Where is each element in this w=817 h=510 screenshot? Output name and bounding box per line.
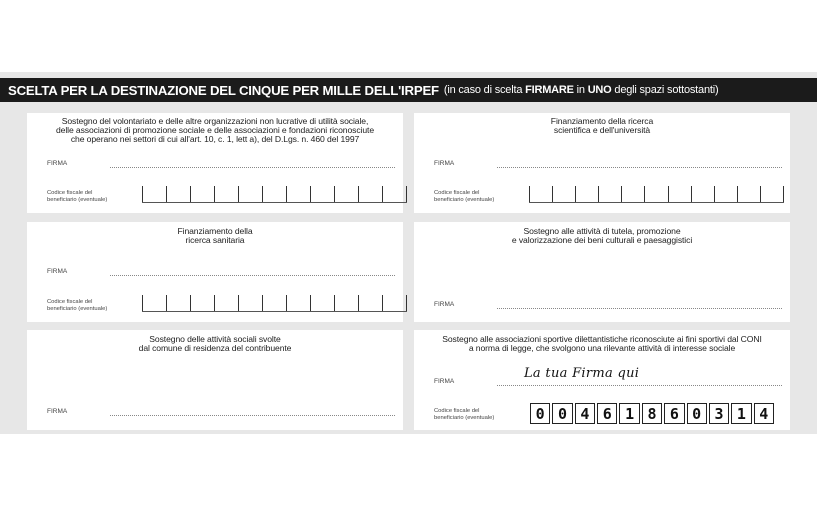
cf-digit[interactable]: 4: [575, 403, 595, 424]
cf-cell[interactable]: [142, 186, 166, 202]
box-beni-culturali: [414, 222, 790, 322]
cf-cell[interactable]: [214, 186, 238, 202]
cf-cell[interactable]: [621, 186, 644, 202]
box-ricerca-scientifica: [414, 113, 790, 213]
section-header: [0, 78, 817, 102]
firma-signature-line[interactable]: [497, 308, 782, 309]
cf-cell[interactable]: [190, 186, 214, 202]
cf-cell[interactable]: [262, 186, 286, 202]
cf-digit[interactable]: 3: [709, 403, 729, 424]
box-title: Finanziamento della ricerca sanitaria: [177, 226, 253, 245]
cf-cell[interactable]: [691, 186, 714, 202]
cf-cell[interactable]: [214, 295, 238, 311]
cf-cell[interactable]: [358, 295, 382, 311]
firma-signature-line[interactable]: [497, 167, 782, 168]
box-volontariato: [27, 113, 403, 213]
codice-fiscale-grid[interactable]: [529, 186, 784, 203]
cf-cell[interactable]: [238, 186, 262, 202]
cf-cell[interactable]: [737, 186, 760, 202]
box-title: Finanziamento della ricerca scientifica e dell'università: [550, 116, 654, 135]
box-title: Sostegno alle attività di tutela, promozione e valorizzazione dei beni culturali e paesaggistici: [511, 226, 693, 245]
cf-digit[interactable]: 0: [552, 403, 572, 424]
codice-fiscale-grid[interactable]: [142, 295, 407, 312]
firma-signature-line[interactable]: [110, 275, 395, 276]
header-title: SCELTA PER LA DESTINAZIONE DEL CINQUE PER MILLE DELL'IRPEF: [8, 82, 439, 98]
cf-cell[interactable]: [334, 295, 358, 311]
firma-label: FIRMA: [434, 160, 455, 167]
cf-cell[interactable]: [598, 186, 621, 202]
box-title: Sostegno delle attività sociali svolte dal comune di residenza del contribuente: [138, 334, 292, 353]
cf-cell[interactable]: [238, 295, 262, 311]
cf-cell[interactable]: [358, 186, 382, 202]
box-attivita-sociali: [27, 330, 403, 430]
cf-cell[interactable]: [286, 186, 310, 202]
cf-cell[interactable]: [382, 186, 407, 202]
box-title: Sostegno del volontariato e delle altre organizzazioni non lucrative di utilità sociale, delle associazioni di promozione sociale e delle associazioni e fondazioni riconosciute che operano nei settori di cui all'art. 10, c. 1, lett a), del D.Lgs. n. 460 del 1997: [55, 116, 375, 144]
codice-fiscale-grid-filled[interactable]: [530, 403, 774, 424]
signature: La tua Firma qui: [524, 366, 640, 381]
cf-cell[interactable]: [166, 295, 190, 311]
cf-cell[interactable]: [310, 186, 334, 202]
cf-cell[interactable]: [142, 295, 166, 311]
cf-digit[interactable]: 1: [619, 403, 639, 424]
codice-fiscale-label: Codice fiscale del beneficiario (eventuale): [434, 190, 495, 203]
cf-cell[interactable]: [552, 186, 575, 202]
box-ricerca-sanitaria: [27, 222, 403, 322]
cf-cell[interactable]: [334, 186, 358, 202]
cf-cell[interactable]: [644, 186, 667, 202]
cf-digit[interactable]: 1: [731, 403, 751, 424]
firma-label: FIRMA: [434, 378, 455, 385]
firma-signature-line[interactable]: [497, 385, 782, 386]
box-associazioni-sportive: [414, 330, 790, 430]
firma-signature-line[interactable]: [110, 167, 395, 168]
cf-digit[interactable]: 6: [664, 403, 684, 424]
cf-cell[interactable]: [190, 295, 214, 311]
cf-cell[interactable]: [760, 186, 784, 202]
firma-label: FIRMA: [47, 408, 68, 415]
cf-digit[interactable]: 0: [687, 403, 707, 424]
cf-cell[interactable]: [286, 295, 310, 311]
firma-label: FIRMA: [47, 268, 68, 275]
firma-label: FIRMA: [47, 160, 68, 167]
codice-fiscale-grid[interactable]: [142, 186, 407, 203]
cf-digit[interactable]: 4: [754, 403, 774, 424]
cf-cell[interactable]: [575, 186, 598, 202]
cf-cell[interactable]: [262, 295, 286, 311]
box-title: Sostegno alle associazioni sportive dilettantistiche riconosciute ai fini sportivi dal CONI a norma di legge, che svolgono una rilevante attività di interesse sociale: [442, 334, 762, 353]
cf-cell[interactable]: [529, 186, 552, 202]
cf-cell[interactable]: [166, 186, 190, 202]
cf-digit[interactable]: 0: [530, 403, 550, 424]
cf-digit[interactable]: 8: [642, 403, 662, 424]
header-note: (in caso di scelta FIRMARE in UNO degli spazi sottostanti): [443, 84, 719, 96]
firma-label: FIRMA: [434, 301, 455, 308]
codice-fiscale-label: Codice fiscale del beneficiario (eventuale): [47, 190, 108, 203]
codice-fiscale-label: Codice fiscale del beneficiario (eventuale): [47, 299, 108, 312]
cf-cell[interactable]: [382, 295, 407, 311]
codice-fiscale-label: Codice fiscale del beneficiario (eventuale): [434, 408, 495, 421]
firma-signature-line[interactable]: [110, 415, 395, 416]
cf-cell[interactable]: [668, 186, 691, 202]
cf-cell[interactable]: [714, 186, 737, 202]
cf-digit[interactable]: 6: [597, 403, 617, 424]
cf-cell[interactable]: [310, 295, 334, 311]
